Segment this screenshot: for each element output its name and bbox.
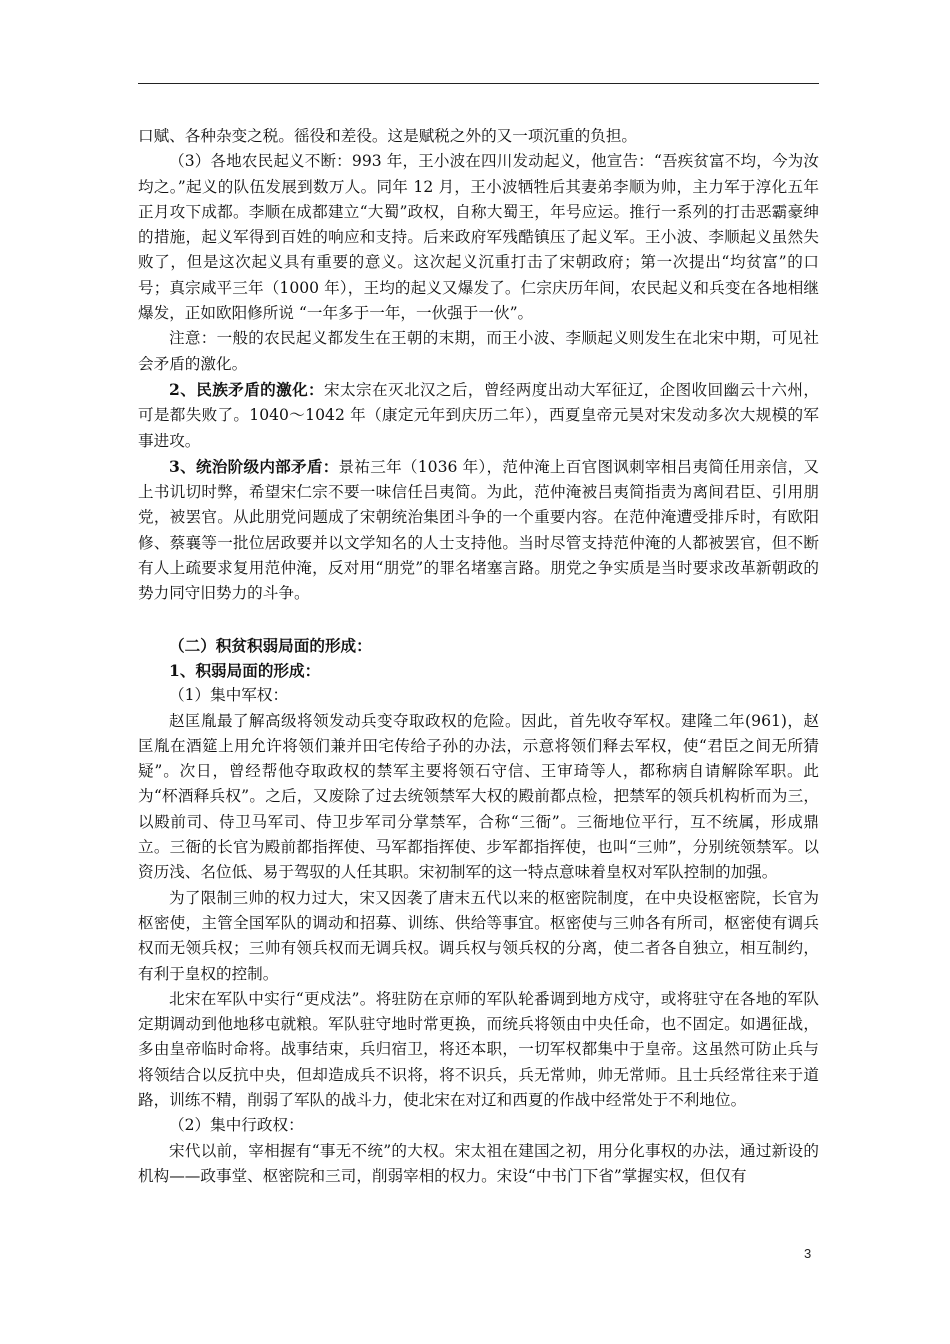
paragraph-note: 注意：一般的农民起义都发生在王朝的末期，而王小波、李顺起义则发生在北宋中期，可见社会矛盾的激化。 (138, 329, 819, 373)
paragraph-military-1: 赵匡胤最了解高级将领发动兵变夺取政权的危险。因此，首先收夺军权。建隆二年(961)，赵匡胤在酒筵上用允许将领们兼并田宅传给子孙的办法，示意将领们释去军权，使“君臣之间无所猜疑”。次日，曾经帮他夺取政权的禁军主要将领石守信、王审琦等人，都称病自请解除军职。此为“杯酒释兵权”。之后，又废除了过去统领禁军大权的殿前都点检，把禁军的领兵机构析而为三，以殿前司、侍卫马军司、侍卫步军司分掌禁军，合称“三衙”。三衙地位平行，互不统属，形成鼎立。三衙的长官为殿前都指挥使、马军都指挥使、步军都指挥使，也叫“三帅”，分别统领禁军。以资历浅、名位低、易于驾驭的人任其职。宋初制军的这一特点意味着皇权对军队控制的加强。 (138, 711, 819, 882)
subheading-administrative-power: （2）集中行政权： (169, 1116, 304, 1135)
paragraph-military-3: 北宋在军队中实行“更戍法”。将驻防在京师的军队轮番调到地方戍守，或将驻守在各地的军队定期调动到他地移屯就粮。军队驻守地时常更换，而统兵将领由中央任命，也不固定。如遇征战，多由皇帝临时命将。战事结束，兵归宿卫，将还本职，一切军权都集中于皇帝。这虽然可防止兵与将领结合以反抗中央，但却造成兵不识将，将不识兵，兵无常帅，帅无常师。且士兵经常往来于道路，训练不精，削弱了军队的战斗力，使北宋在对辽和西夏的作战中经常处于不利地位。 (138, 989, 819, 1109)
header-rule (138, 83, 819, 84)
section-ruling-text: 景祐三年（1036 年），范仲淹上百官图讽刺宰相吕夷简任用亲信，又上书讥切时弊，希望宋仁宗不要一味信任吕夷简。为此，范仲淹被吕夷简指责为离间君臣、引用朋党，被罢官。从此朋党问题成了宋朝统治集团斗争的一个重要内容。在范仲淹遭受排斥时，有欧阳修、蔡襄等一批位居政要并以文学知名的人士支持他。当时尽管支持范仲淹的人都被罢官，但不断有人上疏要求复用范仲淹，反对用“朋党”的罪名堵塞言路。朋党之争实质是当时要求改革新朝政的势力同守旧势力的斗争。 (138, 457, 820, 603)
paragraph-uprisings: （3）各地农民起义不断：993 年，王小波在四川发动起义，他宣告：“吾疾贫富不均，今为汝均之。”起义的队伍发展到数万人。同年 12 月，王小波牺牲后其妻弟李顺为帅，主力军于淳化五年正月攻下成都。李顺在成都建立“大蜀”政权，自称大蜀王，年号应运。推行一系列的打击恶霸豪绅的措施，起义军得到百姓的响应和支持。后来政府军残酷镇压了起义军。王小波、李顺起义虽然失败了，但是这次起义具有重要的意义。这次起义沉重打击了宋朝政府；第一次提出“均贫富”的口号；真宗咸平三年（1000 年），王均的起义又爆发了。仁宗庆历年间，农民起义和兵变在各地相继爆发，正如欧阳修所说 “一年多于一年，一伙强于一伙”。 (138, 152, 819, 323)
paragraph-taxes: 口赋、各种杂变之税。徭役和差役。这是赋税之外的又一项沉重的负担。 (138, 127, 638, 145)
section-ethnic-text: 宋太宗在灭北汉之后，曾经两度出动大军征辽，企图收回幽云十六州，可是都失败了。1040～1042 年（康定元年到庆历二年），西夏皇帝元昊对宋发动多次大规模的军事进攻。 (138, 380, 819, 450)
page-number: 3 (804, 1246, 812, 1261)
heading-weakness-formation: 1、积弱局面的形成： (169, 660, 321, 680)
subheading-military-power: （1）集中军权： (169, 686, 289, 705)
heading-part-two: （二）积贫积弱局面的形成： (169, 635, 372, 655)
paragraph-military-2: 为了限制三帅的权力过大，宋又因袭了唐末五代以来的枢密院制度，在中央设枢密院，长官为枢密使，主管全国军队的调动和招募、训练、供给等事宜。枢密使与三帅各有所司，枢密使有调兵权而无领兵权；三帅有领兵权而无调兵权。调兵权与领兵权的分离，使二者各自独立，相互制约，有利于皇权的控制。 (138, 888, 819, 983)
section-ethnic-conflict (138, 377, 819, 454)
paragraph-administrative: 宋代以前，宰相握有“事无不统”的大权。宋太祖在建国之初，用分化事权的办法，通过新设的机构——政事堂、枢密院和三司，削弱宰相的权力。宋设“中书门下省”掌握实权，但仅有 (138, 1141, 819, 1185)
page-body (138, 124, 819, 1189)
section-ethnic-label: 2、民族矛盾的激化： (169, 379, 325, 399)
section-ruling-label: 3、统治阶级内部矛盾： (169, 456, 339, 476)
section-ruling-class-conflict (138, 454, 819, 607)
